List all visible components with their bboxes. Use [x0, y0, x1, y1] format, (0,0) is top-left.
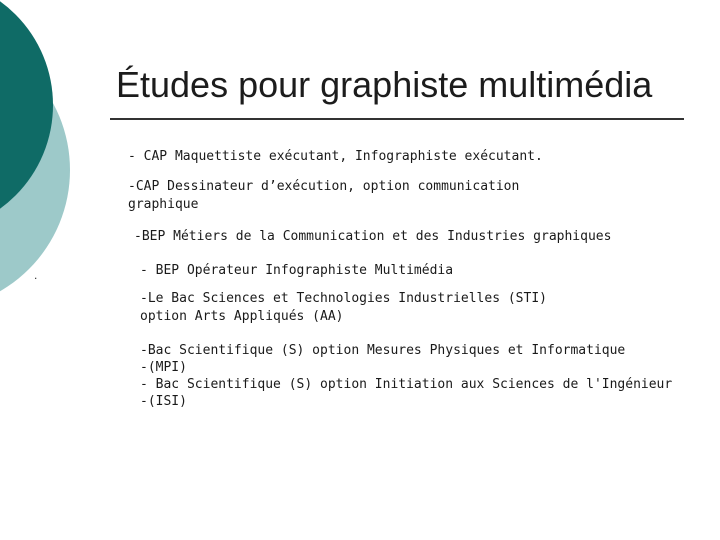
line-bac-s-isi-cont: -(ISI) [140, 394, 187, 409]
bullet-marker: . [34, 268, 38, 282]
line-cap-dessinateur-cont: graphique [128, 197, 199, 212]
line-bep-metiers: -BEP Métiers de la Communication et des Industries graphiques [134, 229, 612, 244]
line-cap-maquettiste: - CAP Maquettiste exécutant, Infographiste exécutant. [128, 149, 543, 164]
decorative-circles [0, 0, 110, 300]
line-bac-s-isi: - Bac Scientifique (S) option Initiation aux Sciences de l'Ingénieur [140, 377, 673, 392]
line-bac-s-mpi: -Bac Scientifique (S) option Mesures Physiques et Informatique [140, 343, 626, 358]
title-underline [110, 118, 684, 120]
line-bep-operateur: - BEP Opérateur Infographiste Multimédia [140, 263, 454, 278]
slide-title: Études pour graphiste multimédia [116, 64, 653, 105]
line-bac-sti-cont: option Arts Appliqués (AA) [140, 309, 344, 324]
line-bac-sti: -Le Bac Sciences et Technologies Industrielles (STI) [140, 291, 547, 306]
line-cap-dessinateur: -CAP Dessinateur d’exécution, option communication [128, 179, 520, 194]
line-bac-s-mpi-cont: -(MPI) [140, 360, 187, 375]
